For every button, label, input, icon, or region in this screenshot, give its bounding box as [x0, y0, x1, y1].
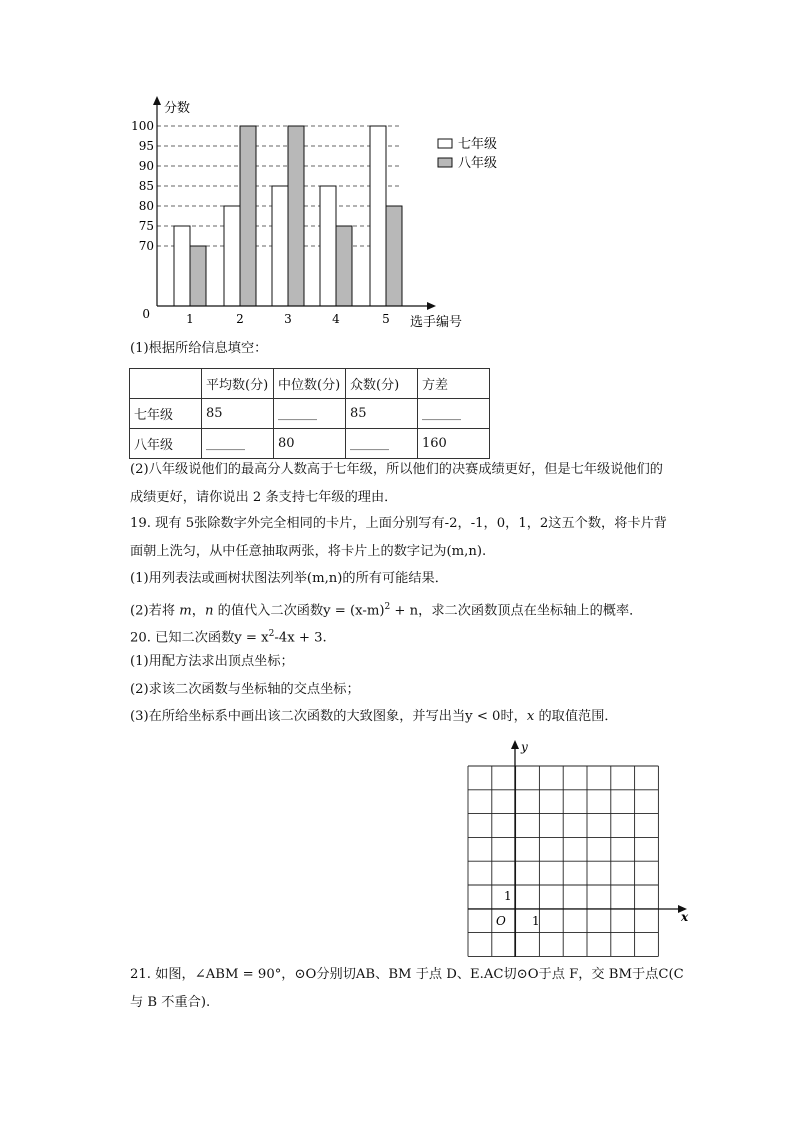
exponent: 2	[268, 629, 275, 639]
stats-table	[129, 368, 490, 459]
table-cell: 160	[418, 429, 490, 459]
table-header-row	[130, 369, 490, 399]
var-n: n	[204, 603, 214, 619]
exponent: 2	[384, 602, 391, 612]
origin-label: O	[496, 914, 506, 928]
x-axis-label: 选手编号	[410, 315, 463, 330]
table-cell: 85	[202, 399, 274, 429]
q20-part3-text: (3)在所给坐标系中画出该二次函数的大致图象，并写出当y < 0时，	[130, 709, 527, 724]
table-row	[130, 399, 490, 429]
bar-grade7-1	[174, 226, 190, 306]
y-tick-label: 75	[138, 219, 154, 233]
q19-part2-text: ，	[191, 603, 205, 619]
table-cell	[130, 369, 202, 399]
coordinate-grid	[460, 735, 700, 965]
q19-part2	[130, 597, 642, 621]
y-tick-label: 85	[138, 179, 154, 193]
q18-part2-line1: (2)八年级说他们的最高分人数高于七年级，所以他们的决赛成绩更好，但是七年级说他们的	[130, 462, 663, 477]
q20-part3-text: 的取值范围．	[534, 709, 618, 724]
table-cell: 众数(分)	[346, 369, 418, 399]
y-axis-arrow-icon	[153, 96, 161, 105]
q19-line1: 19. 现有 5张除数字外完全相同的卡片，上面分别写有-2，-1，0，1，2这五个数，将卡片背	[130, 516, 667, 531]
y-tick-label: 95	[138, 139, 154, 153]
bar-grade7-5	[370, 126, 386, 306]
q20-stem	[130, 624, 327, 648]
q19-part2-text: (2)若将	[130, 603, 180, 619]
bar-grade8-2	[240, 126, 256, 306]
bar-grade7-3	[272, 186, 288, 306]
table-cell: ______	[346, 429, 418, 459]
bar-grade7-2	[224, 206, 240, 306]
bar-grade8-1	[190, 246, 206, 306]
var-x: x	[526, 709, 535, 724]
bar-grade8-3	[288, 126, 304, 306]
bar-grade8-5	[386, 206, 402, 306]
q21-line2: 与 B 不重合).	[130, 995, 211, 1010]
table-cell: ______	[418, 399, 490, 429]
chart-bars	[174, 126, 402, 306]
chart-legend	[438, 136, 497, 171]
q19-part2-text: + n，求二次函数顶点在坐标轴上的概率．	[390, 603, 643, 619]
q20-text: 20. 已知二次函数y = x	[130, 630, 269, 646]
x-tick-label: 1	[186, 312, 194, 326]
legend-label-grade7: 七年级	[458, 137, 498, 152]
table-cell: 85	[346, 399, 418, 429]
var-m: m	[179, 603, 192, 619]
table-cell: 八年级	[130, 429, 202, 459]
table-cell: 七年级	[130, 399, 202, 429]
legend-swatch-grade7	[438, 139, 452, 148]
x-tick-label: 4	[332, 312, 340, 326]
table-cell: ______	[274, 399, 346, 429]
table-cell: 中位数(分)	[274, 369, 346, 399]
q18-part2-line2: 成绩更好，请你说出 2 条支持七年级的理由．	[130, 490, 398, 505]
y-tick-label: 90	[138, 159, 154, 173]
x-tick-label: 3	[284, 312, 292, 326]
legend-swatch-grade8	[438, 158, 452, 167]
x-axis-label: x	[681, 910, 689, 924]
q19-line2: 面朝上洗匀，从中任意抽取两张，将卡片上的数字记为(m,n).	[130, 544, 487, 559]
table-cell: 方差	[418, 369, 490, 399]
q19-part2-text: 的值代入二次函数y = (x-m)	[213, 603, 385, 619]
q18-part1: (1)根据所给信息填空：	[130, 341, 268, 356]
q21-line1: 21. 如图，∠ABM = 90°，⊙O分别切AB、BM 于点 D、E.AC切⊙O于点 F，交 BM于点C(C	[130, 967, 684, 982]
y-axis-arrow-icon	[511, 740, 519, 749]
bar-grade7-4	[320, 186, 336, 306]
table-cell: 80	[274, 429, 346, 459]
y-axis-label: y	[521, 740, 528, 754]
q19-part1: (1)用列表法或画树状图法列举(m,n)的所有可能结果．	[130, 571, 448, 586]
q20-part3	[130, 707, 618, 727]
y-axis-label: 分数	[164, 101, 191, 116]
y-tick-label: 70	[138, 239, 154, 253]
y-tick-label: 80	[138, 199, 154, 213]
bar-grade8-4	[336, 226, 352, 306]
q20-part2: (2)求该二次函数与坐标轴的交点坐标；	[130, 682, 360, 697]
q20-text: -4x + 3.	[274, 630, 327, 646]
y-tick-label: 0	[142, 307, 150, 321]
x-tick-label: 5	[382, 312, 390, 326]
legend-label-grade8: 八年级	[458, 156, 498, 171]
y-tick-label: 100	[131, 119, 154, 133]
table-row	[130, 429, 490, 459]
table-cell: 平均数(分)	[202, 369, 274, 399]
x-axis-arrow-icon	[427, 302, 436, 310]
table-cell: ______	[202, 429, 274, 459]
unit-x-label: 1	[532, 914, 540, 928]
bar-chart	[120, 92, 520, 332]
unit-y-label: 1	[504, 889, 512, 903]
q20-part1: (1)用配方法求出顶点坐标；	[130, 654, 294, 669]
x-tick-label: 2	[236, 312, 244, 326]
